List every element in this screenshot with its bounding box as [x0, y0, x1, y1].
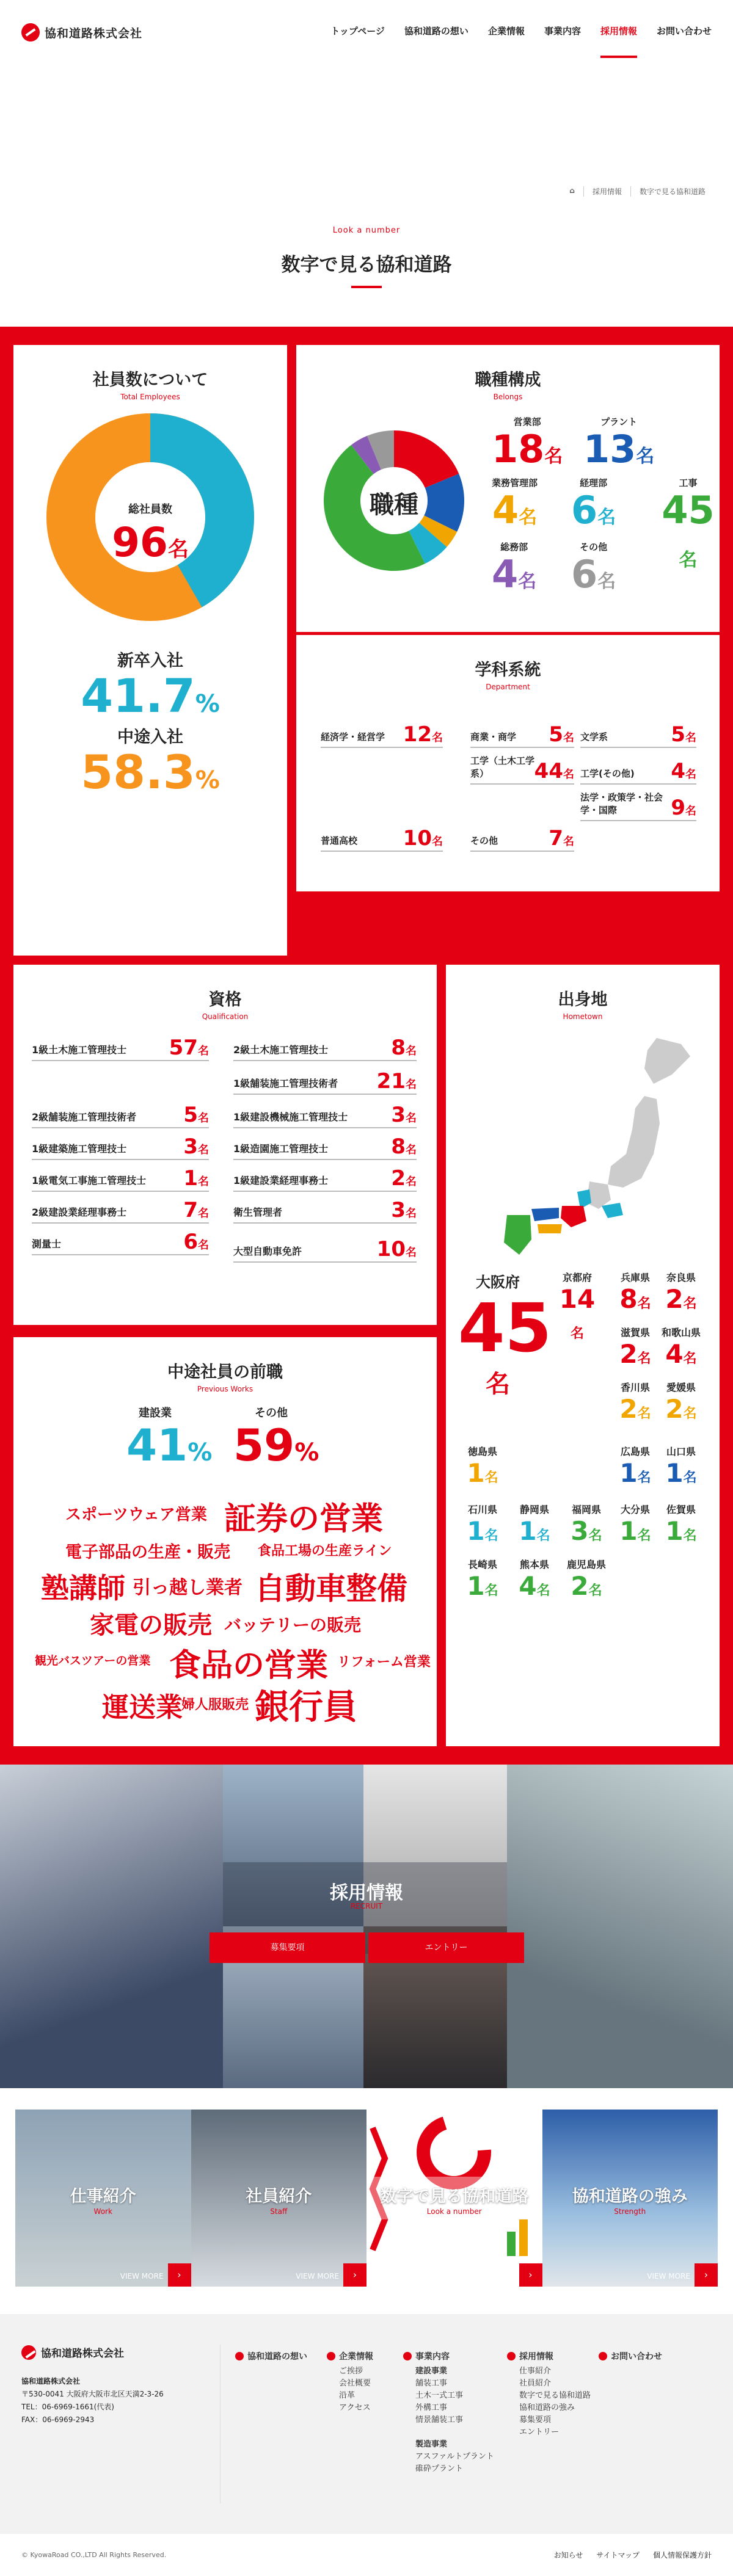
qual-row-label: 大型自動車免許: [233, 1246, 302, 1257]
footer-link-sitemap[interactable]: サイトマップ: [596, 2551, 640, 2560]
hometown-title: 出身地: [558, 990, 608, 1009]
home-icon[interactable]: ⌂: [569, 186, 575, 195]
previous-card: [13, 1337, 437, 1746]
footer-col-link[interactable]: 社員紹介: [519, 2379, 552, 2388]
link-work-en: Work: [93, 2207, 112, 2216]
map-shikoku: [538, 1224, 562, 1233]
faculty-row: [470, 751, 574, 785]
faculty-row-label: 法学・政策学・社会学・国際: [580, 792, 663, 816]
qual-row-value: 10名: [376, 1237, 417, 1261]
footer-col: [599, 2351, 662, 2365]
word-sportswear: スポーツウェア営業: [65, 1506, 207, 1524]
jobs-title: 職種構成: [475, 371, 541, 390]
jobs-item: [492, 476, 538, 539]
breadcrumb-current: 数字で見る協和道路: [630, 186, 706, 197]
word-food-sales: 食品の営業: [169, 1647, 329, 1684]
faculty-row-value: 12名: [403, 722, 443, 747]
jobs-item-label: その他: [580, 542, 608, 553]
jobs-item-value: 6名: [571, 552, 616, 597]
previous-a-label: 建設業: [139, 1407, 172, 1420]
recruit-section: [0, 1765, 733, 2088]
footer-col-heading[interactable]: 採用情報: [507, 2351, 591, 2363]
qual-row-label: 2級土木施工管理技士: [233, 1044, 329, 1056]
qual-row-label: 1級造園施工管理技士: [233, 1143, 329, 1155]
footer-col-link[interactable]: エントリー: [519, 2428, 560, 2437]
word-banker: 銀行員: [255, 1688, 357, 1727]
new-value: 41.7%: [81, 669, 220, 723]
qual-row-value: 7名: [183, 1198, 209, 1222]
link-staff-title: 社員紹介: [246, 2187, 312, 2206]
qual-row-value: 3名: [391, 1198, 417, 1222]
pref-label: 福岡県: [571, 1504, 601, 1515]
footer-col: [507, 2351, 591, 2439]
footer-col-link[interactable]: 土木一式工事: [415, 2391, 464, 2400]
map-tohoku-kanto: [608, 1096, 660, 1188]
faculty-row-value: 7名: [549, 826, 574, 851]
jobs-item-value: 4名: [492, 488, 538, 532]
pref-main: 大阪府 45 名: [458, 1274, 552, 1398]
qual-row-value: 6名: [183, 1230, 209, 1254]
pref-value: 2名: [571, 1571, 602, 1601]
pref-item: [611, 1502, 660, 1546]
jobs-item-value: 4名: [492, 552, 537, 597]
pref-item: [562, 1502, 611, 1546]
nav-contact[interactable]: お問い合わせ: [656, 26, 712, 37]
footer-col-link[interactable]: 建設事業: [415, 2367, 448, 2376]
link-work-title: 仕事紹介: [70, 2187, 136, 2206]
pref-item: [553, 1270, 602, 1344]
pref-label: 京都府: [562, 1272, 592, 1283]
qual-row-value: 1名: [183, 1166, 209, 1191]
map-hokkaido: [644, 1038, 690, 1084]
jobs-item-label: 総務部: [500, 542, 528, 553]
qual-row-right: [233, 1233, 417, 1263]
pref-item: [611, 1444, 660, 1488]
title-underline: [351, 286, 382, 288]
pref-value: 3名: [571, 1516, 602, 1546]
faculty-row-value: 9名: [671, 796, 696, 820]
site-footer: [0, 2314, 733, 2534]
footer-col-link[interactable]: 碓砕プラント: [415, 2464, 464, 2473]
footer-logo-icon: [21, 2345, 36, 2360]
pref-label: 兵庫県: [620, 1272, 650, 1283]
footer-col-link[interactable]: アクセス: [339, 2403, 371, 2412]
pref-label: 山口県: [666, 1446, 696, 1457]
word-appliance: 家電の販売: [90, 1611, 212, 1639]
jobs-item-label: プラント: [600, 416, 638, 427]
logo-mark-icon: [21, 23, 40, 42]
qual-row-value: 5名: [183, 1103, 209, 1127]
qual-row-left: [32, 1226, 209, 1255]
qual-row-value: 3名: [391, 1103, 417, 1127]
qual-row-left: [32, 1131, 209, 1160]
pref-item: [510, 1557, 559, 1601]
faculty-row: [580, 714, 696, 748]
link-strength-en: Strength: [614, 2207, 646, 2216]
faculty-row-label: 商業・商学: [470, 731, 517, 742]
link-strength-more: VIEW MORE: [647, 2272, 690, 2280]
jobs-en: Belongs: [493, 393, 523, 401]
pref-label: 長崎県: [467, 1559, 497, 1570]
section-en: Look a number: [332, 226, 401, 235]
jobs-item-value: 18名: [492, 427, 563, 471]
pref-item: [657, 1325, 706, 1369]
footer-col-link[interactable]: 情景舗装工事: [415, 2415, 464, 2425]
faculty-row: [321, 714, 443, 748]
link-number-more: VIEW MORE: [471, 2272, 515, 2280]
link-cards: [15, 2110, 718, 2287]
jobs-center: 職種: [370, 491, 418, 519]
footer-col: [235, 2351, 307, 2365]
pref-item: [657, 1444, 706, 1488]
word-battery: バッテリーの販売: [224, 1615, 362, 1635]
word-carrepair: 自動車整備: [255, 1571, 407, 1606]
mid-label: 中途入社: [117, 728, 183, 747]
pref-value: 1名: [619, 1458, 651, 1488]
footer-col-link[interactable]: 募集要項: [519, 2415, 552, 2425]
jobs-item: [492, 415, 563, 478]
jobs-item: [492, 540, 536, 603]
jobs-item-value: 13名: [583, 427, 655, 471]
faculty-row-value: 10名: [403, 826, 443, 851]
footer-col-link[interactable]: 舗装工事: [415, 2379, 448, 2388]
footer-col: [403, 2351, 494, 2475]
map-kyushu: [504, 1215, 531, 1255]
faculty-row: [321, 818, 443, 852]
link-work[interactable]: [15, 2110, 191, 2287]
footer-col-link[interactable]: 仕事紹介: [519, 2367, 552, 2376]
footer-link-privacy[interactable]: 個人情報保護方針: [652, 2551, 712, 2560]
footer-col-link[interactable]: 製造事業: [415, 2440, 448, 2449]
total-label: 総社員数: [128, 503, 172, 516]
photo-staff-1: [0, 1765, 223, 2088]
qual-row-left: [32, 1032, 209, 1061]
footer-col-link[interactable]: ご挨拶: [339, 2367, 363, 2376]
mid-value: 58.3%: [81, 745, 220, 799]
jobs-item-label: 工事: [679, 477, 698, 488]
nav-business[interactable]: 事業内容: [544, 26, 581, 37]
qual-row-value: 57名: [169, 1036, 209, 1060]
jobs-item: [571, 540, 616, 603]
footer-col-heading[interactable]: 企業情報: [327, 2351, 373, 2363]
qualification-card: [13, 965, 437, 1325]
word-reform: リフォーム営業: [337, 1655, 431, 1670]
qual-row-label: 1級電気工事施工管理技士: [32, 1175, 147, 1186]
faculty-row-label: 文学系: [580, 731, 608, 742]
qual-row-left: [32, 1099, 209, 1128]
breadcrumb-recruit[interactable]: 採用情報: [583, 186, 622, 197]
site-header: [0, 0, 733, 64]
pref-item: [562, 1557, 611, 1601]
employees-title: 社員数について: [92, 371, 208, 390]
qual-row-label: 測量士: [32, 1238, 62, 1250]
map-shizuoka: [602, 1203, 623, 1218]
logo[interactable]: [21, 23, 142, 42]
qual-row-right: [233, 1065, 417, 1095]
faculty-row-value: 5名: [549, 722, 574, 747]
qual-row-right: [233, 1194, 417, 1224]
link-staff-en: Staff: [270, 2207, 288, 2216]
footer-col-link[interactable]: 会社概要: [339, 2379, 371, 2388]
pref-item: [657, 1380, 706, 1424]
faculty-row-label: 工学(その他): [580, 768, 635, 779]
qual-row-label: 1級土木施工管理技士: [32, 1044, 127, 1056]
faculty-row-label: 工学（土木工学系）: [470, 755, 535, 779]
pref-item: [611, 1270, 660, 1314]
footer-col-heading[interactable]: お問い合わせ: [599, 2351, 662, 2363]
previous-a-value: 41%: [126, 1420, 213, 1471]
faculty-row: [580, 788, 696, 821]
faculty-title: 学科系統: [475, 661, 541, 680]
pref-label: 鹿児島県: [566, 1559, 606, 1570]
faculty-row: [470, 714, 574, 748]
pref-value: 2名: [619, 1394, 651, 1424]
chevron-right-icon: ›: [168, 2263, 191, 2287]
footer-col-heading[interactable]: 協和道路の想い: [235, 2351, 307, 2363]
pref-value: 1名: [467, 1458, 498, 1488]
faculty-row-label: 経済学・経営学: [321, 731, 385, 742]
employees-card: [13, 345, 287, 956]
faculty-row-label: 普通高校: [321, 835, 358, 846]
jobs-item-value: 45名: [662, 488, 715, 571]
pref-label: 徳島県: [467, 1446, 497, 1457]
map-kansai: [561, 1206, 586, 1227]
pref-value: 1名: [619, 1516, 651, 1546]
qualification-en: Qualification: [202, 1012, 249, 1021]
link-staff[interactable]: [191, 2110, 367, 2287]
page-title: 数字で見る協和道路: [281, 254, 452, 276]
jobs-item-label: 営業部: [513, 416, 541, 427]
word-electronics: 電子部品の生産・販売: [65, 1543, 230, 1562]
entry-button[interactable]: エントリー: [368, 1932, 524, 1963]
faculty-en: Department: [486, 683, 530, 691]
nav-recruit[interactable]: 採用情報: [600, 24, 637, 58]
pref-label: 広島県: [620, 1446, 650, 1457]
hometown-card: [446, 965, 720, 1746]
pref-item: [458, 1557, 507, 1601]
chevron-right-icon: ›: [519, 2263, 542, 2287]
jobs-item: [657, 476, 720, 582]
qual-row-value: 21名: [376, 1069, 417, 1094]
recruit-en: RECRUIT: [350, 1902, 383, 1910]
link-staff-more: VIEW MORE: [296, 2272, 339, 2280]
qual-row-label: 2級舗装施工管理技術者: [32, 1111, 137, 1123]
hometown-en: Hometown: [563, 1012, 603, 1021]
word-tutor: 塾講師: [41, 1572, 125, 1605]
pref-label: 石川県: [467, 1504, 497, 1515]
pref-value: 4名: [519, 1571, 550, 1601]
qual-row-label: 1級建設業経理事務士: [233, 1175, 329, 1186]
qual-row-label: 1級建設機械施工管理技士: [233, 1111, 348, 1123]
footer-links: [554, 2550, 712, 2560]
copyright: © KyowaRoad CO.,LTD All Rights Reserved.: [21, 2551, 167, 2559]
jobs-item: [571, 476, 616, 539]
requirements-button[interactable]: 募集要項: [210, 1932, 365, 1963]
global-nav: [330, 24, 712, 58]
pref-item: [510, 1502, 559, 1546]
pref-label: 熊本県: [519, 1559, 549, 1570]
faculty-card: [296, 635, 720, 891]
qual-row-right: [233, 1032, 417, 1061]
qual-row-value: 3名: [183, 1134, 209, 1159]
previous-b-label: その他: [255, 1407, 288, 1420]
link-number[interactable]: [366, 2110, 542, 2287]
footer-link-news[interactable]: お知らせ: [553, 2551, 583, 2560]
pref-item: [611, 1325, 660, 1369]
employees-donut: [45, 412, 255, 622]
qual-row-value: 8名: [391, 1134, 417, 1159]
link-strength-title: 協和道路の強み: [572, 2187, 688, 2206]
faculty-row-value: 4名: [671, 759, 696, 783]
qual-row-left: [32, 1194, 209, 1224]
previous-en: Previous Works: [197, 1385, 253, 1393]
pref-value: 2名: [619, 1339, 651, 1369]
breadcrumb: [569, 186, 706, 197]
jobs-item-label: 業務管理部: [492, 477, 538, 488]
qual-row-value: 2名: [391, 1166, 417, 1191]
word-foodfactory: 食品工場の生産ライン: [258, 1544, 392, 1559]
jobs-item-label: 経理部: [580, 477, 608, 488]
chevron-right-icon: ›: [343, 2263, 366, 2287]
footer-company: 協和道路株式会社: [41, 2348, 124, 2360]
pref-label: 静岡県: [519, 1504, 549, 1515]
faculty-row: [470, 818, 574, 852]
chevron-right-icon: ›: [695, 2263, 718, 2287]
nav-company[interactable]: 企業情報: [487, 26, 525, 37]
word-mover: 引っ越し業者: [133, 1577, 243, 1598]
map-chugoku: [531, 1208, 559, 1221]
pref-value: 2名: [665, 1394, 697, 1424]
qual-row-label: 2級建設業経理事務士: [32, 1206, 127, 1218]
pref-value: 14名: [559, 1284, 596, 1341]
new-label: 新卒入社: [117, 651, 183, 670]
pref-item: [611, 1380, 660, 1424]
footer-col-link[interactable]: 数字で見る協和道路: [519, 2391, 591, 2400]
jobs-item: [583, 415, 654, 478]
footer-col-link[interactable]: 外構工事: [415, 2403, 448, 2412]
photo-staff-4: [507, 1765, 733, 2088]
pref-value: 1名: [665, 1516, 697, 1546]
pref-value: 1名: [467, 1516, 498, 1546]
pref-value: 8名: [619, 1284, 651, 1314]
pref-item: [458, 1502, 507, 1546]
word-securities: 証券の営業: [224, 1501, 384, 1537]
qual-row-right: [233, 1131, 417, 1160]
faculty-row-label: その他: [470, 835, 498, 846]
pref-label: 佐賀県: [666, 1504, 696, 1515]
footer-col-link[interactable]: [403, 2426, 494, 2439]
pref-value: 2名: [665, 1284, 697, 1314]
jobs-card: [296, 345, 720, 632]
qual-row-value: 8名: [391, 1036, 417, 1060]
link-number-en: Look a number: [426, 2207, 482, 2216]
qual-row-right: [233, 1099, 417, 1128]
pref-label: 香川県: [620, 1382, 650, 1393]
pref-item: [657, 1502, 706, 1546]
pref-value: 1名: [467, 1571, 498, 1601]
faculty-row-value: 44名: [534, 759, 574, 783]
faculty-row: [580, 751, 696, 785]
link-strength[interactable]: [542, 2110, 718, 2287]
qual-row-label: 衛生管理者: [233, 1206, 283, 1218]
qual-row-right: [233, 1163, 417, 1192]
footer-col-heading[interactable]: 事業内容: [403, 2351, 494, 2363]
faculty-row-value: 5名: [671, 722, 696, 747]
footer-address: 協和道路株式会社 〒530-0041 大阪府大阪市北区天満2-3-26 TEL：06-6969-1661(代表) FAX：06-6969-2943: [21, 2377, 164, 2424]
qualification-title: 資格: [208, 990, 242, 1009]
pref-item: [458, 1444, 507, 1488]
word-transport: 運送業: [102, 1692, 183, 1723]
footer-col-link[interactable]: アスファルトプラント: [415, 2452, 494, 2461]
word-ladies: 婦人服販売: [181, 1697, 249, 1713]
company-name: 協和道路株式会社: [45, 26, 143, 40]
pref-value: 4名: [665, 1339, 697, 1369]
pref-label: 和歌山県: [661, 1327, 701, 1338]
copyright-bar: [0, 2534, 733, 2576]
footer-col-link[interactable]: 協和道路の強み: [519, 2403, 575, 2412]
qual-row-label: 1級建築施工管理技士: [32, 1143, 127, 1155]
pref-label: 滋賀県: [620, 1327, 650, 1338]
pref-value: 1名: [519, 1516, 550, 1546]
footer-col-link[interactable]: 沿革: [339, 2391, 356, 2400]
previous-b-value: 59%: [233, 1420, 319, 1471]
previous-title: 中途社員の前職: [167, 1363, 283, 1382]
recruit-title: 採用情報: [330, 1882, 403, 1904]
nav-top[interactable]: トップページ: [330, 26, 385, 37]
jobs-item-value: 6名: [571, 488, 616, 532]
employees-en: Total Employees: [120, 393, 180, 401]
nav-philosophy[interactable]: 協和道路の想い: [404, 26, 469, 37]
link-work-more: VIEW MORE: [120, 2272, 164, 2280]
footer-logo[interactable]: [21, 2345, 124, 2360]
pref-label: 大分県: [620, 1504, 650, 1515]
pref-label: 愛媛県: [666, 1382, 696, 1393]
footer-col: [327, 2351, 373, 2414]
qual-row-label: 1級舗装施工管理技術者: [233, 1078, 338, 1089]
pref-label: 奈良県: [666, 1272, 696, 1283]
link-number-title: 数字で見る協和道路: [380, 2187, 529, 2206]
total-value: 96名: [112, 519, 189, 566]
japan-map: [470, 1032, 702, 1258]
qual-row-left: [32, 1163, 209, 1192]
pref-value: 1名: [665, 1458, 697, 1488]
word-bustour: 観光バスツアーの営業: [35, 1654, 151, 1667]
pref-item: [657, 1270, 706, 1314]
